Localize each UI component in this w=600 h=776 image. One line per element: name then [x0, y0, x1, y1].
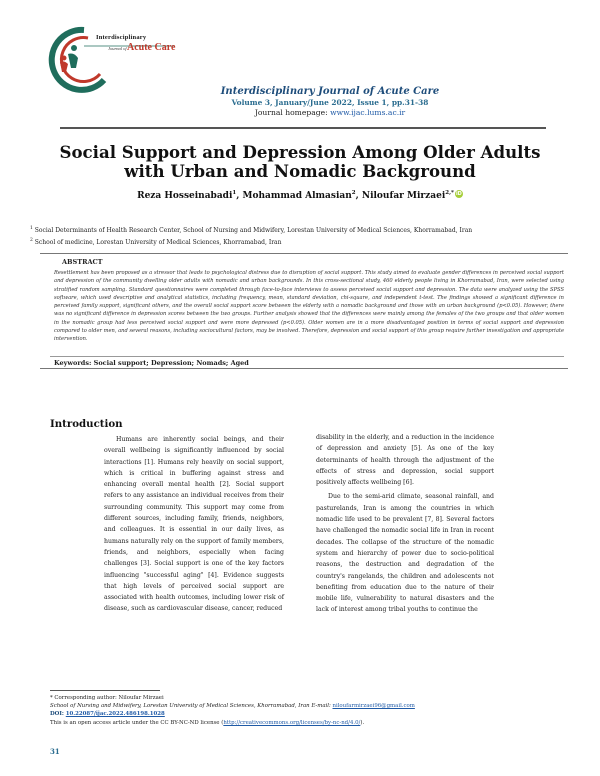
author-name: Niloufar Mirzaei: [361, 191, 446, 201]
logo-line-1: Interdisciplinary: [96, 34, 147, 41]
article-title: Social Support and Depression Among Older Adults with Urban and Nomadic Background: [59, 142, 541, 181]
affiliation-item: $^2$ School of medicine, Lorestan University of Medical Sciences, Khorramabad, Iran: [30, 238, 282, 246]
abstract-box: [40, 253, 568, 369]
author-list: Reza Hosseinabadi$^1$, Mohammad Almasian$^2$, Niloufar Mirzaei$^{2,*}$ iD: [137, 190, 462, 201]
text-column-right: [316, 432, 494, 616]
author-sup: 1: [232, 190, 237, 196]
logo-line-3: Acute Care: [127, 42, 176, 53]
author-name: Mohammad Almasian: [242, 191, 352, 201]
email-link[interactable]: niloufarmirzaei96@gmail.com: [332, 703, 415, 709]
text-column-left: [104, 434, 284, 615]
abstract-divider: [50, 356, 564, 357]
corresponding-author: * Corresponding author: Niloufar Mirzaei: [50, 695, 164, 701]
doi-link[interactable]: 10.22087/ijac.2022.486198.1028: [65, 711, 165, 717]
abstract-heading: ABSTRACT: [62, 258, 103, 266]
doi-label: DOI:: [50, 711, 64, 717]
homepage-link[interactable]: www.ijac.lums.ac.ir: [330, 108, 406, 117]
journal-volume: Volume 3, January/June 2022, Issue 1, pp.31-38: [231, 98, 429, 107]
journal-logo: [44, 24, 184, 94]
paragraph: Due to the semi-arid climate, seasonal rainfall, and pasturelands, Iran is among the countries in which nomadic life used to be prevalent [7, 8]. Several factors have challenged the nomadic social life in Iran in recent decades. The collapse of the structure of the nomadic system and hierarchy of power due to socio-political reasons, the destruction and degradation of the country's rangelands, the children and adolescents not benefiting from education due to the nature of their mobile life, vulnerability to natural disasters and the lack of interest among tribal youths to continue the: [316, 493, 494, 614]
abstract-body: Resettlement has been proposed as a stressor that leads to psychological distress due to disruption of social support. This study aimed to evaluate gender differences in perceived social support and depression of the community dwelling older adults with nomadic and urban backgrounds. In this cross-sectional study, 460 elderly people living in Khorramabad, Iran, were selected using stratified random sampling. Standard questionnaires were completed through face-to-face interviews to assess perceived social support and depression. The data were analyzed using the SPSS software, which used descriptive and analytical statistics, including frequency, mean, standard deviation, chi-square, and independent t-test. The findings showed a significant difference in perceived family support, significant others, and the overall social support score between the elderly with a nomadic background and those with an urban background (p<0.05). However, there was no significant difference in depression scores between the two groups. Further analysis showed that the differences were mainly among the females of the two groups and that older women in the nomadic group had less perceived social support and were more depressed (p<0.05). Older women are in a more disadvantaged position in terms of social support and depression compared to older men, and several reasons, including sociocultural factors, may be involved. Therefore, depression and social support of this group require further investigation and appropriate intervention.: [54, 270, 564, 342]
keywords: Keywords: Social support; Depression; Nomads; Aged: [54, 359, 249, 367]
author-sup: 2,*: [445, 190, 454, 196]
paragraph: Humans are inherently social beings, and their overall wellbeing is significantly influenced by social interactions [1]. Humans rely heavily on social support, which is critical in buffering against stress and enhancing overall mental health [2]. Social support refers to any assistance an individual receives from their surrounding community. This support may come from different sources, including family, friends, neighbors, and colleagues. It is essential in our daily lives, as humans naturally rely on the support of family members, friends, and neighbors, especially when facing challenges [3]. Social support is one of the key factors influencing "successful aging" [4]. Evidence suggests that high levels of perceived social support are associated with health outcomes, including lower risk of disease, such as cardiovascular disease, cancer, reduced: [104, 436, 284, 613]
journal-homepage: [200, 108, 460, 117]
footnote-divider: [50, 690, 160, 691]
orcid-icon[interactable]: iD: [455, 191, 462, 197]
header-divider: [60, 127, 546, 129]
section-heading-introduction: Introduction: [50, 418, 123, 430]
author-sup: 2: [351, 190, 356, 196]
homepage-label: Journal homepage:: [254, 108, 331, 117]
doi-line: [50, 711, 165, 717]
page-number: 31: [50, 747, 60, 756]
journal-header: [200, 86, 460, 117]
license-line: This is an open access article under the CC BY-NC-ND license (http://creativecommons.org/licenses/by-nc-nd/4.0/).: [50, 720, 365, 726]
journal-name: Interdisciplinary Journal of Acute Care: [220, 86, 440, 97]
author-name: Reza Hosseinabadi: [137, 191, 233, 201]
author-address: School of Nursing and Midwifery, Lorestan University of Medical Sciences, Khorramabad, Iran E-mail: niloufarmirzaei96@gmail.com: [50, 703, 415, 709]
logo-line-2: Journal of: [108, 46, 127, 51]
license-link[interactable]: http://creativecommons.org/licenses/by-nc-nd/4.0/: [223, 720, 361, 726]
affiliation-item: $^1$ Social Determinants of Health Research Center, School of Nursing and Midwifery, Lorestan University of Medical Sciences, Khorramabad, Iran: [30, 226, 473, 234]
paragraph: disability in the elderly, and a reduction in the incidence of depression and anxiety [5]. As one of the key determinants of health through the adjustment of the effects of stress and depression, social support positively affects wellbeing [6].: [316, 434, 494, 487]
affiliations: [30, 224, 570, 248]
